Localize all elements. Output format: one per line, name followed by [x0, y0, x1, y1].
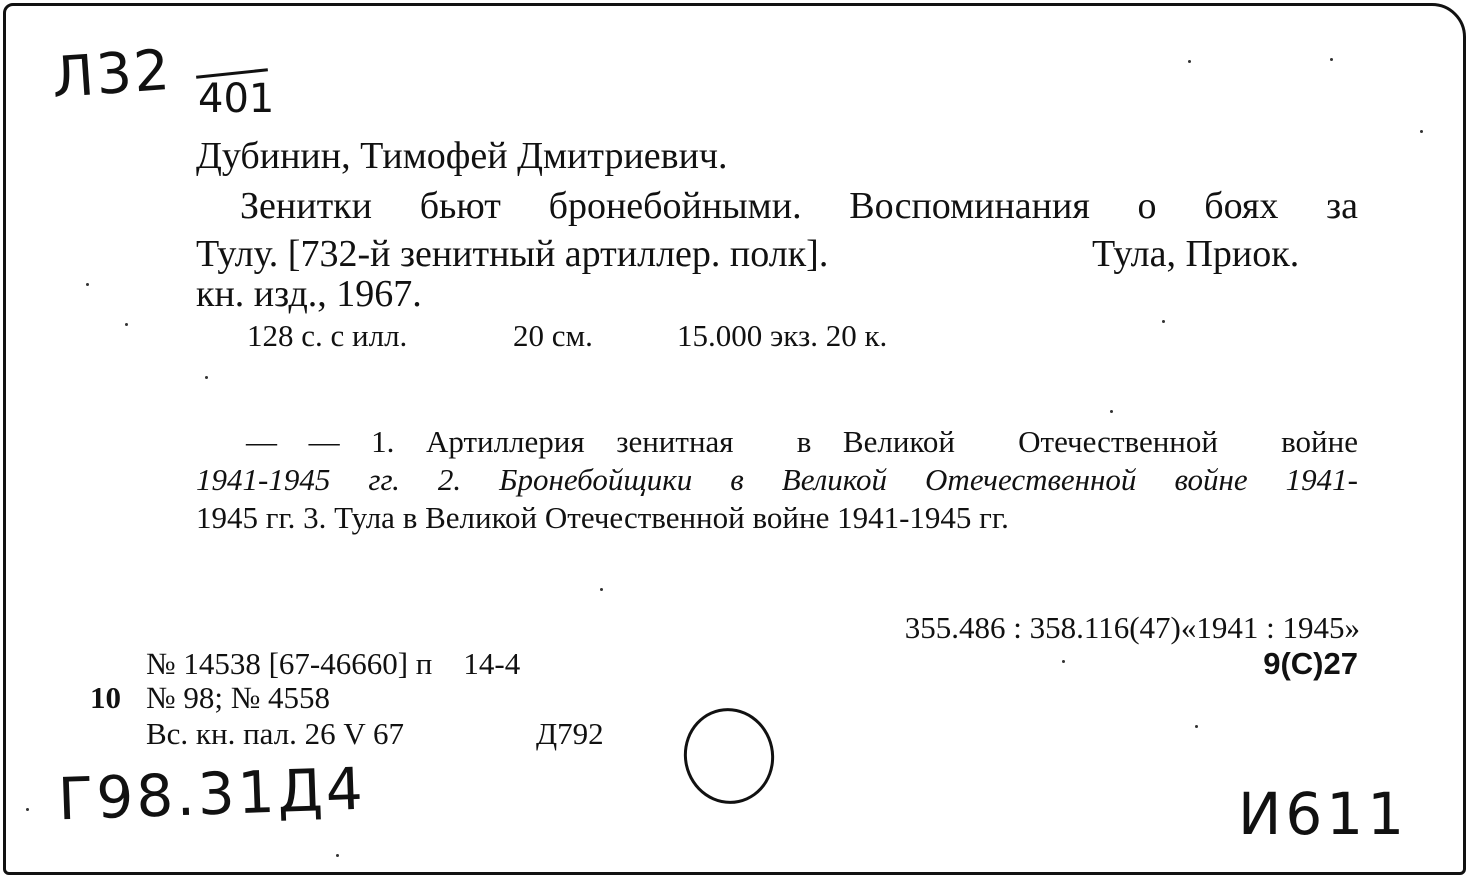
print-speck	[1110, 410, 1113, 413]
handwritten-bottom-right: И611	[1238, 780, 1409, 848]
pages-info: 128 с. с илл.	[247, 318, 408, 353]
subject-line-2: 1941-1945 гг. 2. Бронебойщики в Великой Отечественной войне 1941-	[196, 462, 1358, 497]
print-speck	[1330, 58, 1333, 61]
title-line-1: Зенитки бьют бронебойными. Воспоминания о боях за	[240, 185, 1358, 227]
print-speck	[205, 376, 208, 379]
imprint-prefix: 10	[90, 680, 121, 715]
author-heading: Дубинин, Тимофей Дмитриевич.	[196, 135, 728, 177]
print-speck	[1162, 320, 1165, 323]
title-line-3: кн. изд., 1967.	[196, 273, 422, 315]
subject-line-1: — — 1. Артиллерия зенитная в Великой Отечественной войне	[246, 424, 1358, 459]
imprint-number-line-2: № 98; № 4558	[146, 680, 331, 715]
chamber-line: Вс. кн. пал. 26 V 67	[146, 716, 405, 751]
print-speck	[26, 808, 29, 811]
bbk-index: 9(С)27	[1263, 646, 1358, 681]
handwritten-fraction: 401	[198, 76, 275, 122]
imprint-number-line: № 14538 [67-46660] п 14-4	[146, 646, 521, 681]
udc-index: 355.486 : 358.116(47)«1941 : 1945»	[904, 610, 1360, 645]
print-speck	[86, 283, 89, 286]
print-speck	[1195, 725, 1198, 728]
size-info: 20 см.	[513, 318, 593, 353]
subject-line-3: 1945 гг. 3. Тула в Великой Отечественной войне 1941-1945 гг.	[196, 500, 1009, 535]
print-speck	[336, 854, 339, 857]
title-line-2-left: Тулу. [732-й зенитный артиллер. полк].	[196, 233, 829, 275]
handwritten-shelf-mark: Л32	[49, 37, 174, 112]
print-speck	[1188, 60, 1191, 63]
copies-price-info: 15.000 экз. 20 к.	[677, 318, 888, 353]
handwritten-bottom-left: Г98.31Д4	[56, 754, 367, 834]
print-speck	[1420, 130, 1423, 133]
title-line-2-right: Тула, Приок.	[1092, 233, 1300, 275]
print-speck	[600, 588, 603, 591]
print-speck	[1062, 660, 1065, 663]
print-speck	[125, 323, 128, 326]
imprint-code: Д792	[536, 716, 604, 751]
